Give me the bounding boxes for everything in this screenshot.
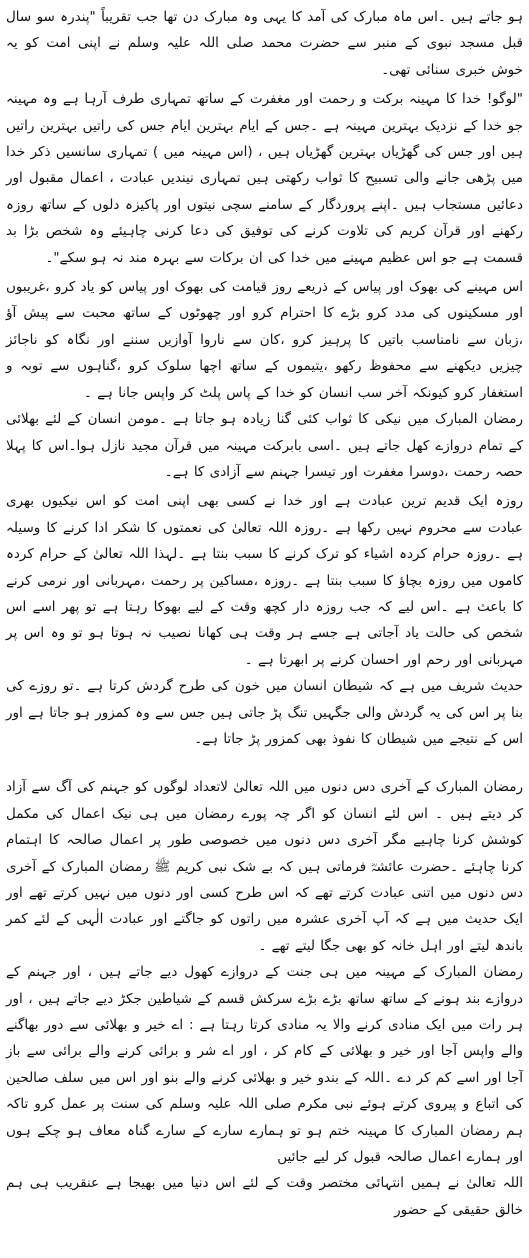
paragraph-reward: رمضان المبارک میں نیکی کا ثواب کئی گنا زیادہ ہو جاتا ہے ۔مومن انسان کے لئے بھلائی کے تمام دروازے کھل جاتے ہیں ۔اسی بابرکت مہینہ میں قرآن مجید نازل ہوا۔اس کا پہلا حصہ رحمت ،دوسرا مغفرت اور تیسرا جہنم سے آزادی کا ہے۔ [6, 411, 523, 480]
paragraph-hadith-shaitan: حدیث شریف میں ہے کہ شیطان انسان میں خون کی طرح گردش کرتا ہے ۔تو روزے کی بنا پر اس کی یہ گردش والی جگہیں تنگ پڑ جاتی ہیں جس سے وہ کمزور ہو جاتا ہے اور اس کے نتیجے میں شیطان کا نفوذ بھی کمزور پڑ جاتا ہے۔ [6, 678, 523, 747]
paragraph-intro: ہو جاتے ہیں ۔اس ماہ مبارک کی آمد کا یہی وہ مبارک دن تھا جب تقریباً "پندرہ سو سال قبل مسجد نبوی کے منبر سے حضرت محمد صلی اللہ علیہ وسلم نے اپنی امت کو یہ خوش خبری سنائی تھی۔ [6, 9, 523, 78]
paragraph-fasting-worship: روزہ ایک قدیم ترین عبادت ہے اور خدا نے کسی بھی اپنی امت کو اس نیکیوں بھری عبادت سے محروم نہیں رکھا ہے ۔روزہ اللہ تعالیٰ کی نعمتوں کا شکر ادا کرنے کا وسیلہ ہے ۔روزہ حرام کردہ اشیاء کو ترک کرنے کا سبب بنتا ہے ۔لہذا اللہ تعالیٰ کے حرام کردہ کاموں میں روزہ بچاؤ کا سبب بنتا ہے ۔روزہ ،مساکین پر رحمت ،مہربانی اور نرمی کرنے کا باعث ہے ۔اس لیے کہ جب روزہ دار کچھ وقت کے لیے بھوکا رہتا ہے تو پھر اسے اس شخص کی حالت یاد آجاتی ہے جسے ہر وقت ہی کھانا نصیب نہ ہوتا ہو تو وہ اس پر مہربانی اور رحم اور احسان کرنے پر ابھرتا ہے ۔ [6, 493, 523, 668]
paragraph-hunger-thirst: اس مہینے کی بھوک اور پیاس کے ذریعے روز قیامت کی بھوک اور پیاس کو یاد کرو ،غریبوں اور مسکینوں کی مدد کرو بڑے کا احترام کرو اور چھوٹوں کے ساتھ محبت سے پیش آؤ ،زبان سے نامناسب باتیں کا پرہیز کرو ،کان سے ناروا آوازیں سننے اور نگاہ کو ناجائز چیزیں دیکھنے سے محفوظ رکھو ،یتیموں کے ساتھ اچھا سلوک کرو ،گناہوں سے توبہ و استغفار کرو کیونکہ آخر سب انسان کو خدا کے پاس پلٹ کر واپس جانا ہے ۔ [6, 279, 523, 401]
paragraph-sermon-quote: "لوگو! خدا کا مہینہ برکت و رحمت اور مغفرت کے ساتھ تمہاری طرف آرہا ہے وہ مہینہ جو خدا کے نزدیک بہترین مہینہ ہے ۔جس کے ایام بہترین ایام جس کی راتیں بہترین راتیں ہیں اور جس کی گھڑیاں بہترین گھڑیاں ہیں ، (اس مہینہ میں ) تمہاری سانسیں ذکر خدا میں پڑھی جانے والی تسبیح کا ثواب رکھتی ہیں تمہاری نیندیں عبادت ، اعمال مقبول اور دعائیں مستجاب ہیں ۔اپنے پروردگار کے سامنے سچی نیتوں اور پاکیزہ دلوں کے ساتھ روزہ رکھنے اور قرآن کریم کی تلاوت کرنے کی توفیق کی دعا کرنی چاہیئے وہ شخص بڑا بد قسمت ہے جو اس عظیم مہینے میں خدا کی ان برکات سے بہرہ مند نہ ہو سکے"۔ [6, 91, 523, 266]
paragraph-gates-of-jannah: رمضان المبارک کے مہینہ میں ہی جنت کے دروازے کھول دیے جاتے ہیں ، اور جہنم کے دروازے بند ہونے کے ساتھ ساتھ بڑے بڑے سرکش قسم کے شیاطین جکڑ دیے جاتے ہیں ، اور ہر رات میں ایک منادی کرنے والا یہ منادی کرتا رہتا ہے : اے خیر و بھلائی سے دور بھاگنے والے واپس آجا اور خیر و بھلائی کے کام کر ، اور اے شر و برائی کرنے والے برائی سے باز آجا اور اسے کم کر دے ۔اللہ کے بندو خیر و بھلائی کرنے والے بنو اور اس میں سلف صالحین کی اتباع و پیروی کرتے ہوئے نبی مکرم صلی اللہ علیہ وسلم کی سنت پر عمل کرو تاکہ ہم رمضان المبارک کا مہینہ ختم ہو تو ہمارے سارے کے سارے گناہ معاف ہو چکے ہوں اور ہمارے اعمال صالحہ قبول کر لیے جائیں [6, 964, 523, 1166]
paragraph-closing: اللہ تعالیٰ نے ہمیں انتہائی مختصر وقت کے لئے اس دنیا میں بھیجا ہے عنقریب ہی ہم خالق حقیقی کے حضور [6, 1175, 523, 1218]
paragraph-last-ten-days: رمضان المبارک کے آخری دس دنوں میں اللہ تعالیٰ لاتعداد لوگوں کو جہنم کی آگ سے آزاد کر دیتے ہیں ۔ اس لئے انسان کو اگر چہ پورے رمضان میں ہی نیک اعمال کی مکمل کوشش کرنا چاہیے مگر آخری دس دنوں میں خصوصی طور پر اعمال صالحہ کا اہتمام کرنا چاہئے ۔حضرت عائشہؓ فرماتی ہیں کہ بے شک نبی کریم ﷺ رمضان المبارک کے آخری دس دنوں میں اتنی عبادت کرتے تھے کہ اس طرح کسی اور دنوں میں نہیں کرتے تھے اور ایک حدیث میں ہے کہ آپ آخری عشرہ میں راتوں کو جاگتے اور عبادت الٰہی کے لئے کمر باندھ لیتے اور اہل خانہ کو بھی جگا لیتے تھے ۔ [6, 779, 523, 954]
